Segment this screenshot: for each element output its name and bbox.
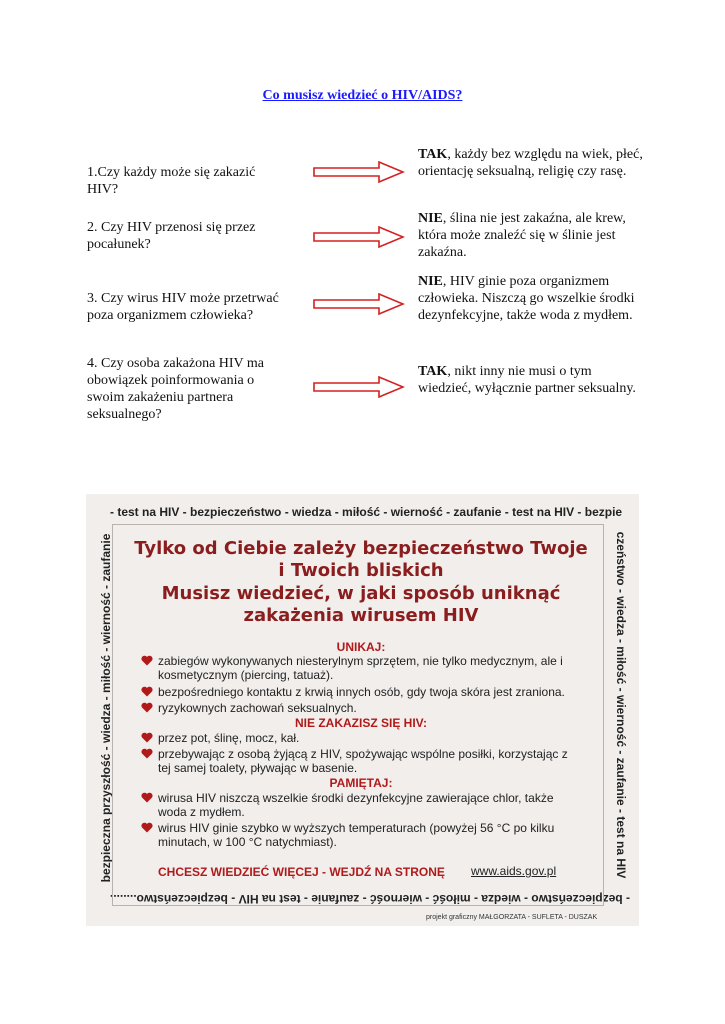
poster-credit: projekt graficzny MAŁGORZATA - SUFLETA - DUSZAK xyxy=(426,914,598,921)
poster-headline-3: Musisz wiedzieć, w jaki sposób uniknąć xyxy=(161,583,561,604)
heart-icon xyxy=(141,822,153,833)
answer-4: TAK, nikt inny nie musi o tym wiedzieć, wyłącznie partner seksualny. xyxy=(418,364,636,396)
list-item: przebywając z osobą żyjącą z HIV, spożywając wspólne posiłki, korzystając z tej samej toalety, pływając w basenie. xyxy=(158,747,578,775)
section-avoid-heading: UNIKAJ: xyxy=(336,640,386,654)
question-4: 4. Czy osoba zakażona HIV ma obowiązek poinformowania o swoim zakażeniu partnera seksualnego? xyxy=(87,356,265,422)
heart-icon xyxy=(141,702,153,713)
section-remember-heading: PAMIĘTAJ: xyxy=(329,776,393,790)
poster-website-link[interactable]: www.aids.gov.pl xyxy=(471,864,557,878)
list-item: przez pot, ślinę, mocz, kał. xyxy=(158,731,578,745)
heart-icon xyxy=(141,655,153,666)
hiv-poster xyxy=(86,494,639,926)
heart-icon xyxy=(141,686,153,697)
question-2: 2. Czy HIV przenosi się przez pocałunek? xyxy=(87,220,256,252)
poster-headline-2: i Twoich bliskich xyxy=(278,560,444,581)
arrow-right-icon xyxy=(313,161,405,183)
answer-1: TAK, każdy bez względu na wiek, płeć, orientację seksualną, religię czy rasę. xyxy=(418,147,643,179)
arrow-right-icon xyxy=(313,293,405,315)
list-item: bezpośredniego kontaktu z krwią innych osób, gdy twoja skóra jest zraniona. xyxy=(158,685,578,699)
list-item: wirusa HIV niszczą wszelkie środki dezynfekcyjne zawierające chlor, także woda z mydłem. xyxy=(158,791,578,819)
list-item: zabiegów wykonywanych niesterylnym sprzętem, nie tylko medycznym, ale i kosmetycznym (piercing, tatuaż). xyxy=(158,654,578,682)
list-item: wirus HIV ginie szybko w wyższych temperaturach (powyżej 56 °C po kilku minutach, w 100 °C natychmiast). xyxy=(158,821,578,849)
poster-call-to-action: CHCESZ WIEDZIEĆ WIĘCEJ - WEJDŹ NA STRONĘ xyxy=(158,865,445,879)
section-no-infection-heading: NIE ZAKAZISZ SIĘ HIV: xyxy=(294,716,427,730)
answer-3: NIE, HIV ginie poza organizmem człowieka. Niszczą go wszelkie środki dezynfekcyjne, także woda z mydłem. xyxy=(418,274,635,323)
question-1: 1.Czy każdy może się zakazić HIV? xyxy=(87,165,256,197)
question-3: 3. Czy wirus HIV może przetrwać poza organizmem człowieka? xyxy=(87,291,279,323)
poster-headline-4: zakażenia wirusem HIV xyxy=(243,605,479,626)
arrow-right-icon xyxy=(313,376,405,398)
heart-icon xyxy=(141,732,153,743)
poster-band-left: bezpieczna przyszłość - wiedza - miłość - wierność - zaufanie xyxy=(99,533,113,883)
poster-band-bottom: - bezpieczeństwo - wiedza - miłość - wierność - zaufanie - test na HIV - bezpieczeństwo........ xyxy=(109,892,630,906)
heart-icon xyxy=(141,748,153,759)
heart-icon xyxy=(141,792,153,803)
answer-2: NIE, ślina nie jest zakaźna, ale krew, która może znaleźć się w ślinie jest zakaźna. xyxy=(418,211,626,260)
page-title: Co musisz wiedzieć o HIV/AIDS? xyxy=(262,88,463,103)
poster-band-top: - test na HIV - bezpieczeństwo - wiedza - miłość - wierność - zaufanie - test na HIV - bezpie xyxy=(110,505,623,519)
poster-headline-1: Tylko od Ciebie zależy bezpieczeństwo Twoje xyxy=(134,538,588,559)
poster-band-right: czeństwo - wiedza - miłość - wierność - zaufanie - test na HIV xyxy=(614,531,628,879)
arrow-right-icon xyxy=(313,226,405,248)
list-item: ryzykownych zachowań seksualnych. xyxy=(158,701,578,715)
